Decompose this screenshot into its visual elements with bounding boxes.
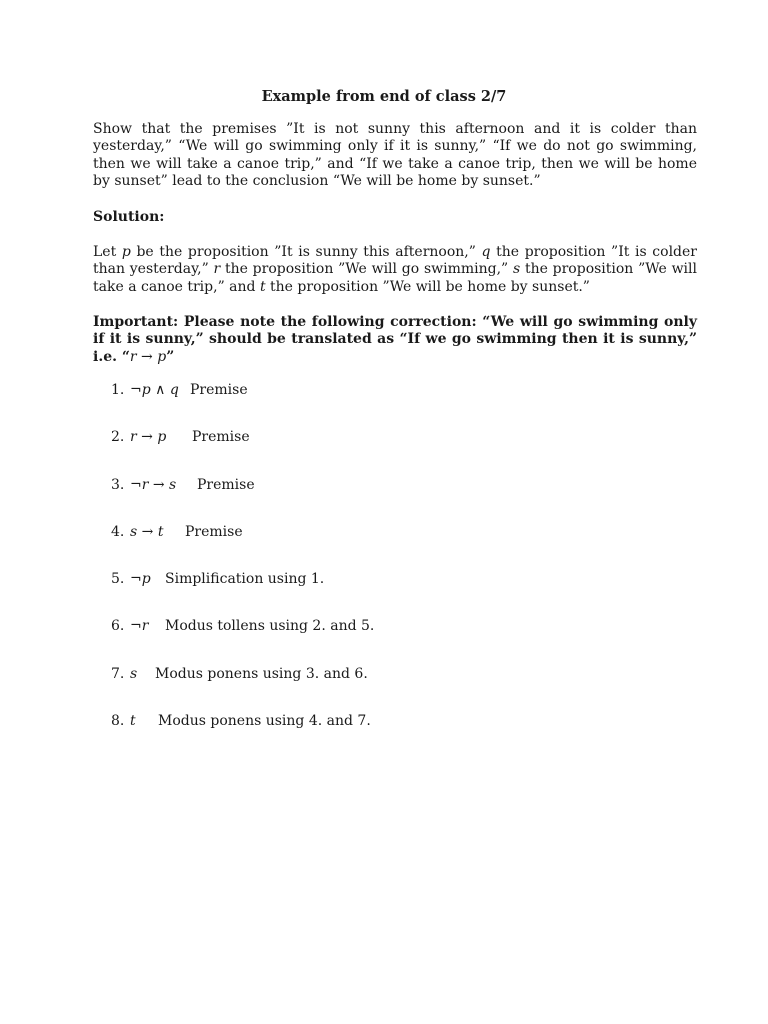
proof-step <box>111 382 248 398</box>
correction-close-quote: ” <box>166 348 175 365</box>
step-expression: ¬r <box>130 618 149 634</box>
text-span: the proposition ”We will be home by sunset.” <box>265 278 590 295</box>
step-expression: s → t <box>130 524 164 540</box>
text-span: be the proposition ”It is sunny this afternoon,” <box>130 244 482 260</box>
step-justification: Premise <box>190 382 248 398</box>
proof-step <box>111 571 324 587</box>
step-justification: Premise <box>185 524 243 540</box>
step-number: 8. <box>111 713 125 729</box>
step-number: 3. <box>111 477 125 493</box>
variable-t: t <box>259 278 266 295</box>
proposition-definitions <box>93 244 697 296</box>
proof-step <box>111 524 243 540</box>
step-justification: Premise <box>192 429 250 445</box>
step-justification: Modus tollens using 2. and 5. <box>165 618 375 634</box>
correction-formula: r → p <box>129 348 167 365</box>
variable-s: s <box>512 261 521 278</box>
proof-step <box>111 618 374 634</box>
step-justification: Modus ponens using 3. and 6. <box>155 666 368 682</box>
correction-note <box>93 314 697 366</box>
step-expression: t <box>130 713 136 729</box>
step-justification: Premise <box>197 477 255 493</box>
step-number: 6. <box>111 618 125 634</box>
text-span: the proposition ”It is colder than yesterday,” <box>93 244 697 278</box>
step-expression: s <box>130 666 138 682</box>
text-span: Let <box>93 244 122 260</box>
step-justification: Simplification using 1. <box>165 571 325 587</box>
step-expression: r → p <box>130 429 167 445</box>
problem-statement: Show that the premises ”It is not sunny this afternoon and it is colder than yesterday,” “We will go swimming only if it is sunny,” “If we do not go swimming, then we will take a canoe trip,” and “If we take a canoe trip, then we will be home by sunset” lead to the conclusion “We will be home by sunset.” <box>93 121 697 189</box>
solution-heading: Solution: <box>93 209 165 225</box>
step-expression: ¬p ∧ q <box>130 382 179 398</box>
step-number: 5. <box>111 571 125 587</box>
proof-step <box>111 429 250 445</box>
proof-step <box>111 477 255 493</box>
step-expression: ¬r → s <box>130 477 177 493</box>
step-number: 7. <box>111 666 125 682</box>
step-number: 2. <box>111 429 125 445</box>
proof-step <box>111 713 371 729</box>
proof-step <box>111 666 368 682</box>
variable-q: q <box>481 244 491 260</box>
correction-text: Important: Please note the following correction: “We will go swimming only if it is sunny,” should be translated as “If we go swimming then it is sunny,” i.e. “ <box>93 314 697 365</box>
variable-r: r <box>213 261 221 278</box>
step-number: 4. <box>111 524 125 540</box>
step-number: 1. <box>111 382 125 398</box>
text-span: the proposition ”We will go swimming,” <box>220 261 513 278</box>
step-justification: Modus ponens using 4. and 7. <box>158 713 371 729</box>
step-expression: ¬p <box>130 571 151 587</box>
page-title: Example from end of class 2/7 <box>261 88 507 105</box>
text-span: the proposition ”We will take a canoe trip,” and <box>93 261 697 295</box>
variable-p: p <box>121 244 131 260</box>
